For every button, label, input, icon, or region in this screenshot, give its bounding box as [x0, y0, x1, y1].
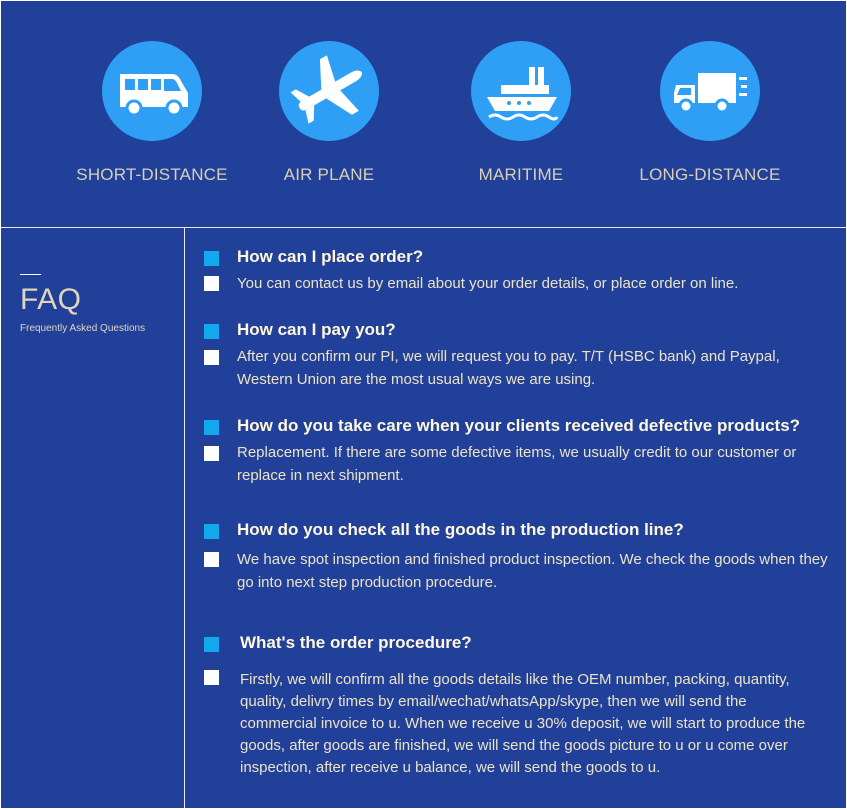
shipping-long-distance[interactable] — [610, 41, 810, 201]
question-marker — [204, 524, 219, 539]
faq-question: How do you take care when your clients received defective products? — [237, 416, 801, 435]
faq-question: How do you check all the goods in the production line? — [237, 520, 684, 539]
faq-heading-panel — [1, 228, 184, 808]
faq-answer: Replacement. If there are some defective items, we usually credit to our customer or replace in next shipment. — [237, 444, 797, 484]
ship-icon — [471, 41, 571, 141]
shipping-air-plane[interactable] — [229, 41, 429, 201]
shipping-label: AIR PLANE — [283, 165, 375, 184]
shipping-methods — [1, 1, 846, 227]
faq-answer: Firstly, we will confirm all the goods details like the OEM number, packing, quantity, quality, delivry times by email/wechat/whatsApp/skype, then we will send the commercial invoice to u. When we receive u 30% deposit, we will start to produce the goods, after goods are finished, we will send the goods picture to u or u come over inspection, after receive u balance, we will send the goods to u. — [240, 671, 806, 776]
truck-icon — [660, 41, 760, 141]
question-marker — [204, 251, 219, 266]
faq-answer: After you confirm our PI, we will request you to pay. T/T (HSBC bank) and Paypal, Western Union are the most usual ways we are using. — [237, 348, 780, 388]
shipping-label: MARITIME — [478, 165, 564, 184]
answer-marker — [204, 276, 219, 291]
column-divider — [184, 228, 185, 808]
airplane-icon — [279, 41, 379, 141]
answer-marker — [204, 446, 219, 461]
van-icon — [102, 41, 202, 141]
answer-marker — [204, 552, 219, 567]
faq-subtitle: Frequently Asked Questions — [20, 323, 146, 334]
faq-question: What's the order procedure? — [240, 633, 472, 652]
faq-dash — [20, 274, 41, 275]
shipping-label: LONG-DISTANCE — [639, 165, 781, 184]
answer-marker — [204, 350, 219, 365]
answer-marker — [204, 670, 219, 685]
faq-answer: You can contact us by email about your order details, or place order on line. — [237, 275, 739, 292]
question-marker — [204, 637, 219, 652]
shipping-short-distance[interactable] — [52, 41, 252, 201]
shipping-label: SHORT-DISTANCE — [76, 165, 228, 184]
shipping-maritime[interactable] — [421, 41, 621, 201]
page-frame — [1, 1, 846, 809]
question-marker — [204, 420, 219, 435]
faq-question: How can I place order? — [237, 247, 424, 266]
faq-question: How can I pay you? — [237, 320, 396, 339]
question-marker — [204, 324, 219, 339]
faq-title: FAQ — [20, 283, 82, 316]
faq-answer: We have spot inspection and finished product inspection. We check the goods when they go into next step production procedure. — [237, 551, 828, 591]
